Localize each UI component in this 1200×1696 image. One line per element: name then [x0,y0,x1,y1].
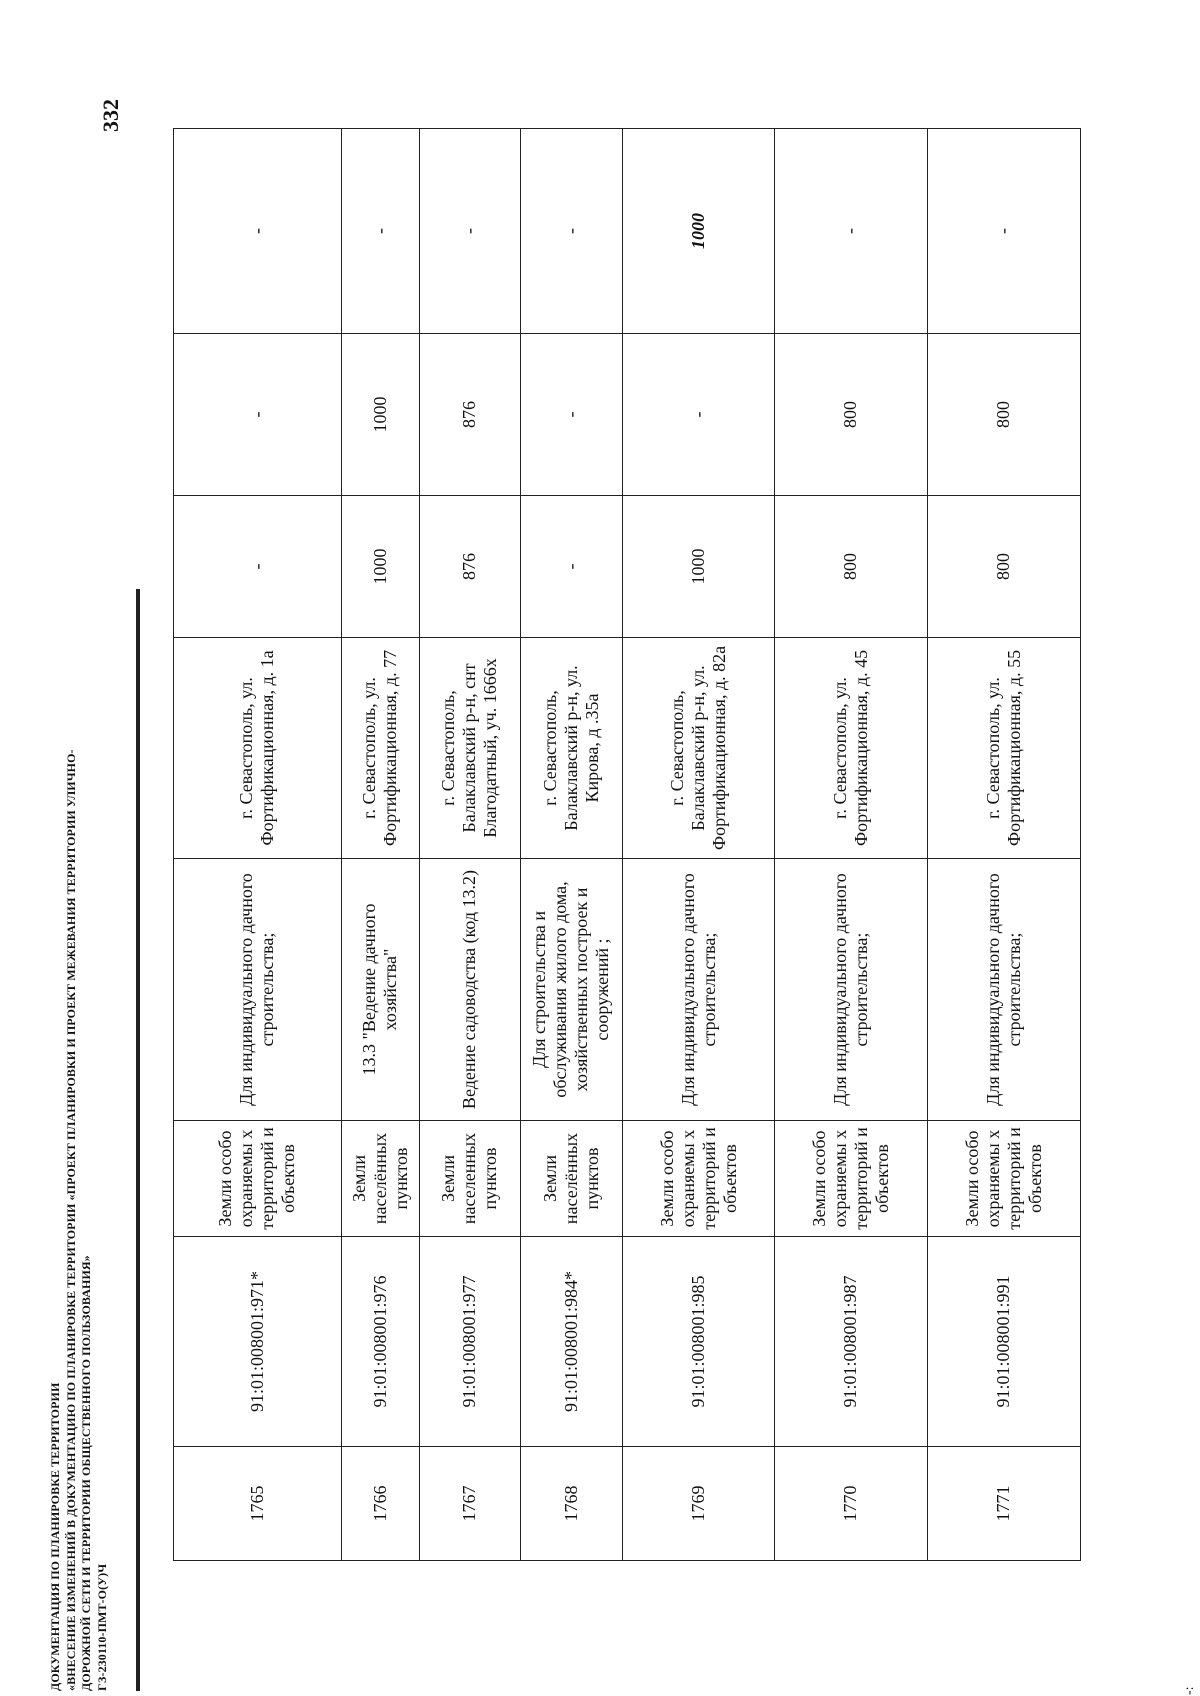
cadastral-number: 91:01:008001:977 [419,1237,520,1447]
page-number: 332 [98,99,123,132]
area-value: 1000 [623,496,775,638]
permitted-use: Для индивидуального дачного строительства; [623,859,775,1121]
area-value: 800 [927,496,1080,638]
row-number: 1766 [341,1447,419,1561]
corner-mark: -: [1182,1686,1197,1695]
land-category: Земли населённых пунктов [341,1121,419,1237]
address: г. Севастополь, ул. Фортификационная, д. 77 [341,638,419,859]
document-header [48,291,110,1691]
cadastral-number: 91:01:008001:991 [927,1237,1080,1447]
header-line: ГЗ-230110-ПМТ-О(У)Ч [94,1563,109,1691]
area-value: - [174,129,342,334]
area-value: - [174,334,342,496]
header-line: ДОКУМЕНТАЦИЯ ПО ПЛАНИРОВКЕ ТЕРРИТОРИИ [48,1382,62,1691]
row-number: 1768 [520,1447,622,1561]
land-parcels-table [173,128,1081,1561]
table-row [341,129,419,1561]
area-value: - [341,129,419,334]
area-value: 800 [775,334,927,496]
permitted-use: 13.3 "Ведение дачного хозяйства" [341,859,419,1121]
permitted-use: Для индивидуального дачного строительства; [174,859,342,1121]
cadastral-number: 91:01:008001:976 [341,1237,419,1447]
area-value: - [520,129,622,334]
table-row [775,129,927,1561]
header-line: «ВНЕСЕНИЕ ИЗМЕНЕНИЙ В ДОКУМЕНТАЦИЮ ПО ПЛАНИРОВКЕ ТЕРРИТОРИИ «ПРОЕКТ ПЛАНИРОВКИ И ПРОЕКТ МЕЖЕВАНИЯ ТЕРРИТОРИИ УЛИЧНО- [63,749,78,1691]
permitted-use: Для индивидуального дачного строительства; [927,859,1080,1121]
address: г. Севастополь, ул. Фортификационная, д. 1а [174,638,342,859]
permitted-use: Для индивидуального дачного строительства; [775,859,927,1121]
row-number: 1769 [623,1447,775,1561]
table-row [623,129,775,1561]
area-value: 800 [775,496,927,638]
area-value: - [927,129,1080,334]
area-value: - [520,334,622,496]
land-category: Земли особо охраняемы х территорий и объектов [174,1121,342,1237]
area-value: 876 [419,496,520,638]
table-row [927,129,1080,1561]
land-category: Земли населённых пунктов [520,1121,622,1237]
area-value: 876 [419,334,520,496]
area-value: - [775,129,927,334]
permitted-use: Ведение садоводства (код 13.2) [419,859,520,1121]
land-category: Земли населенных пунктов [419,1121,520,1237]
area-value: 1000 [623,129,775,334]
area-value: 800 [927,334,1080,496]
row-number: 1765 [174,1447,342,1561]
address: г. Севастополь, Балаклавский р-н, снт Благодатный, уч. 1666х [419,638,520,859]
area-value: - [419,129,520,334]
address: г. Севастополь, ул. Фортификационная, д. 55 [927,638,1080,859]
row-number: 1771 [927,1447,1080,1561]
area-value: 1000 [341,334,419,496]
address: г. Севастополь, Балаклавский р-н, ул. Кирова, д .35а [520,638,622,859]
header-line: ДОРОЖНОЙ СЕТИ И ТЕРРИТОРИИ ОБЩЕСТВЕННОГО ПОЛЬЗОВАНИЯ» [79,1255,93,1691]
address: г. Севастополь, ул. Фортификационная, д. 45 [775,638,927,859]
table-row [419,129,520,1561]
table-row [174,129,342,1561]
table-row [520,129,622,1561]
cadastral-number: 91:01:008001:987 [775,1237,927,1447]
area-value: - [623,334,775,496]
cadastral-number: 91:01:008001:984* [520,1237,622,1447]
permitted-use: Для строительства и обслуживания жилого дома, хозяйственных построек и сооружений ; [520,859,622,1121]
row-number: 1770 [775,1447,927,1561]
land-category: Земли особо охраняемы х территорий и объектов [623,1121,775,1237]
area-value: - [520,496,622,638]
cadastral-number: 91:01:008001:971* [174,1237,342,1447]
row-number: 1767 [419,1447,520,1561]
area-value: - [174,496,342,638]
land-category: Земли особо охраняемы х территорий и объектов [775,1121,927,1237]
cadastral-number: 91:01:008001:985 [623,1237,775,1447]
address: г. Севастополь, Балаклавский р-н, ул. Фортификационная, д. 82а [623,638,775,859]
land-category: Земли особо охраняемы х территорий и объектов [927,1121,1080,1237]
area-value: 1000 [341,496,419,638]
header-divider [136,589,140,1691]
